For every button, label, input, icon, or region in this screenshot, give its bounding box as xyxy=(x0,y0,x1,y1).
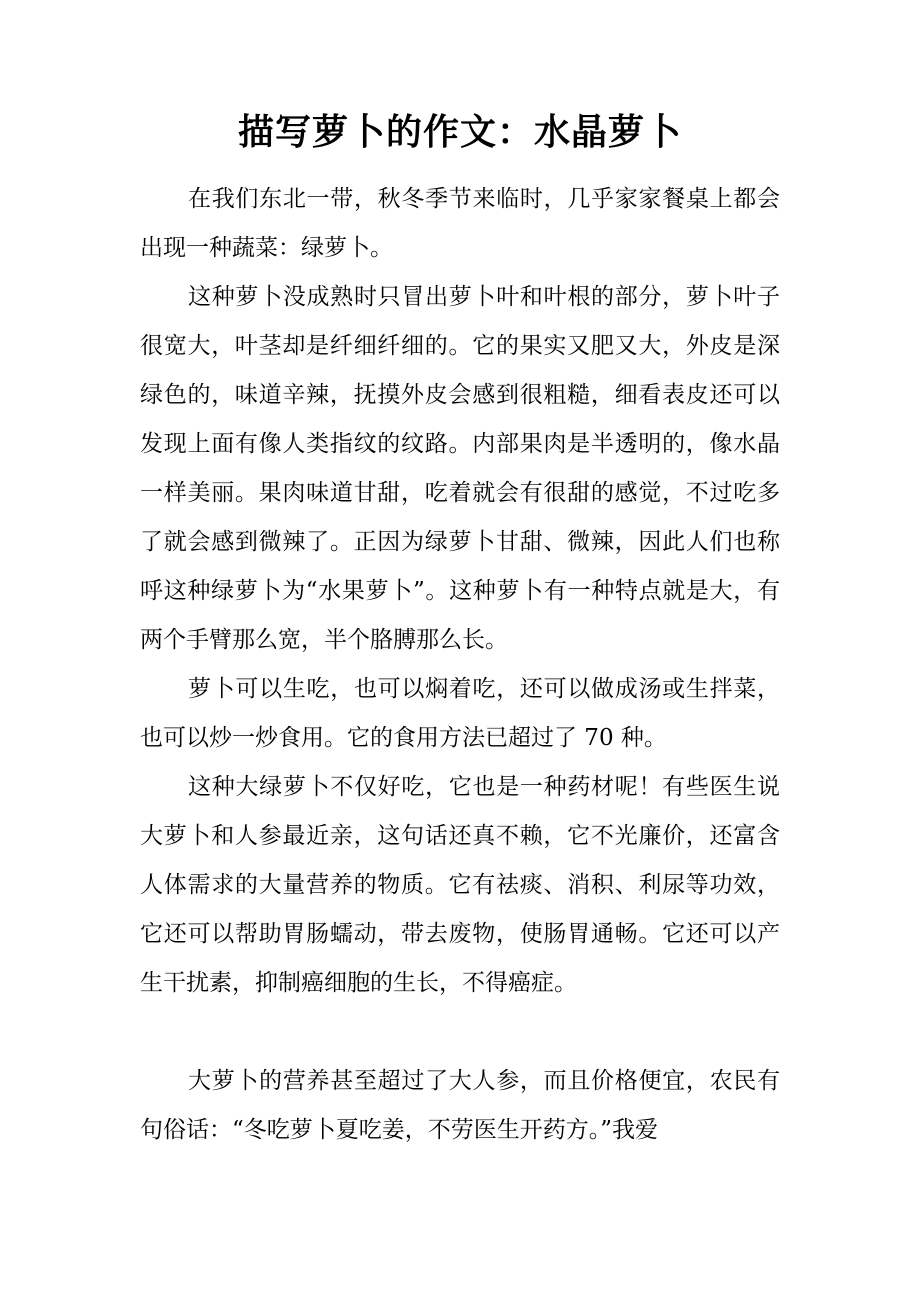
document-title: 描写萝卜的作文：水晶萝卜 xyxy=(237,111,682,153)
paragraph-4: 这种大绿萝卜不仅好吃，它也是一种药材呢！有些医生说大萝卜和人参最近亲，这句话还真不赖，它不光廉价，还富含人体需求的大量营养的物质。它有祛痰、消积、利尿等功效，它还可以帮助胃肠蠕动，带去废物，使肠胃通畅。它还可以产生干扰素，抑制癌细胞的生长，不得癌症。 xyxy=(140,774,780,996)
document-body xyxy=(140,175,780,1155)
paragraph-1: 在我们东北一带，秋冬季节来临时，几乎家家餐桌上都会出现一种蔬菜：绿萝卜。 xyxy=(140,186,780,261)
paragraph-2: 这种萝卜没成熟时只冒出萝卜叶和叶根的部分，萝卜叶子很宽大，叶茎却是纤细纤细的。它的果实又肥又大，外皮是深绿色的，味道辛辣，抚摸外皮会感到很粗糙，细看表皮还可以发现上面有像人类指纹的纹路。内部果肉是半透明的，像水晶一样美丽。果肉味道甘甜，吃着就会有很甜的感觉，不过吃多了就会感到微辣了。正因为绿萝卜甘甜、微辣，因此人们也称呼这种绿萝卜为“水果萝卜”。这种萝卜有一种特点就是大，有两个手臂那么宽，半个胳膊那么长。 xyxy=(140,284,780,653)
paragraph-5: 大萝卜的营养甚至超过了大人参，而且价格便宜，农民有句俗话：“冬吃萝卜夏吃姜，不劳医生开药方。”我爱 xyxy=(140,1068,780,1143)
paragraph-3: 萝卜可以生吃，也可以焖着吃，还可以做成汤或生拌菜，也可以炒一炒食用。它的食用方法已超过了 70 种。 xyxy=(140,676,780,751)
